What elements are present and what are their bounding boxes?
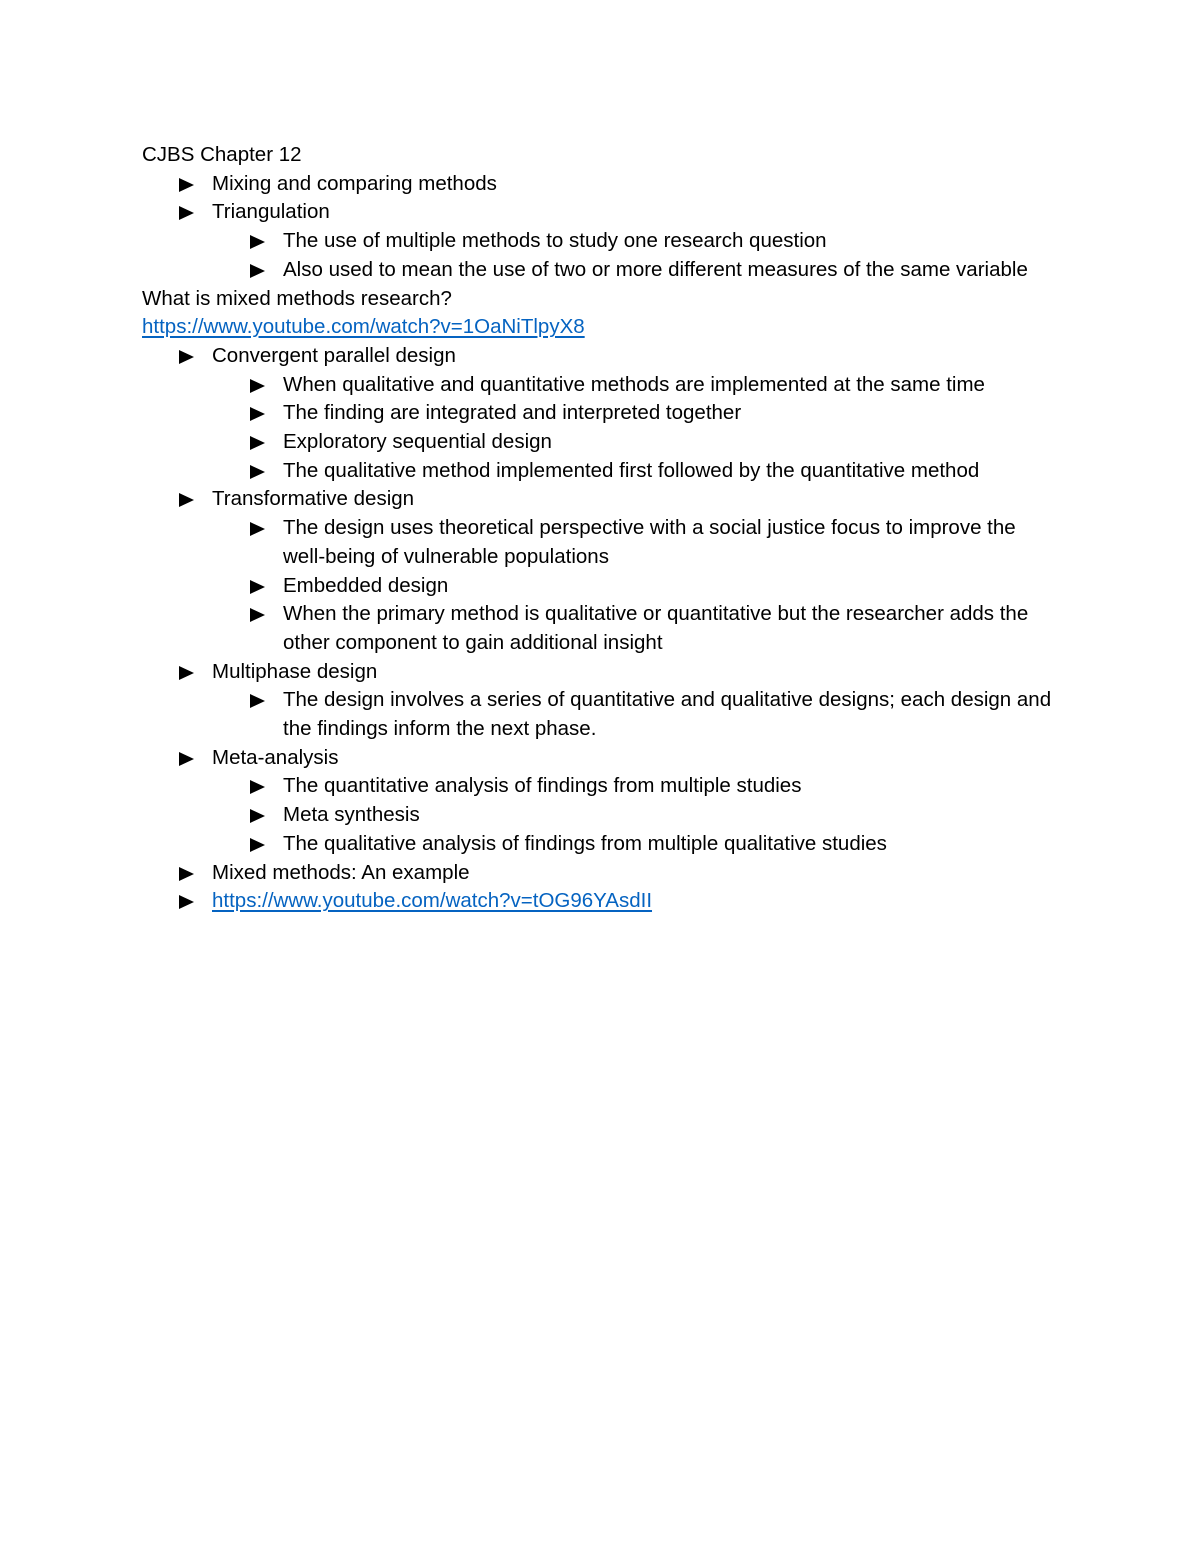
list-item-text: The quantitative analysis of findings from multiple studies [283,774,802,798]
triangle-bullet-icon [250,809,265,823]
list-item-text: The qualitative method implemented first followed by the quantitative method [283,458,980,482]
list-item-text: Mixed methods: An example [212,860,470,884]
triangle-bullet-icon [179,895,194,909]
document-body [142,141,1062,916]
list-item-text: When the primary method is qualitative or quantitative but the researcher adds the other component to gain additional insight [283,602,1029,654]
list-item-text: The qualitative analysis of findings from multiple qualitative studies [283,831,887,855]
list-item-text: Also used to mean the use of two or more different measures of the same variable [283,257,1028,281]
list-item-text: The finding are integrated and interpreted together [283,401,742,425]
document-title: CJBS Chapter 12 [142,143,302,166]
list-item [142,227,1062,256]
list-item-text: Meta synthesis [283,803,420,827]
example-video-link[interactable]: https://www.youtube.com/watch?v=tOG96YAsdII [212,889,653,913]
list-item-text: When qualitative and quantitative methods are implemented at the same time [283,372,985,396]
list-item [142,572,1062,601]
list-item-text: Embedded design [283,573,449,597]
triangle-bullet-icon [250,608,265,622]
list-item [142,457,1062,486]
list-item-text: Exploratory sequential design [283,430,552,454]
triangle-bullet-icon [179,666,194,680]
list-item [142,256,1062,285]
list-item-text: The use of multiple methods to study one research question [283,229,827,253]
list-item-text: Convergent parallel design [212,343,456,367]
triangle-bullet-icon [179,350,194,364]
list-item-text: The design involves a series of quantitative and qualitative designs; each design and the findings inform the next phase. [283,688,1052,741]
list-item [142,485,1062,514]
list-item-text: Mixing and comparing methods [212,171,497,195]
list-item [142,371,1062,400]
triangle-bullet-icon [250,694,265,708]
list-item [142,801,1062,830]
list-item [142,830,1062,859]
list-item-text: Multiphase design [212,659,378,683]
triangle-bullet-icon [250,465,265,479]
list-item [142,600,1062,657]
list-item [142,342,1062,371]
section-question: What is mixed methods research? [142,286,452,310]
list-item-text: The design uses theoretical perspective with a social justice focus to improve the well-being of vulnerable populations [283,516,1016,568]
triangle-bullet-icon [250,838,265,852]
list-item-text: Meta-analysis [212,745,339,769]
list-item [142,887,1062,916]
triangle-bullet-icon [250,522,265,536]
triangle-bullet-icon [250,436,265,450]
list-item [142,198,1062,227]
triangle-bullet-icon [250,780,265,794]
triangle-bullet-icon [179,752,194,766]
triangle-bullet-icon [179,206,194,220]
list-item [142,686,1062,743]
list-item [142,399,1062,428]
video-link[interactable]: https://www.youtube.com/watch?v=1OaNiTlpyX8 [142,315,585,339]
list-item [142,428,1062,457]
triangle-bullet-icon [250,379,265,393]
list-item-text: Transformative design [212,487,415,511]
list-item-text: Triangulation [212,200,330,224]
triangle-bullet-icon [250,407,265,421]
triangle-bullet-icon [179,867,194,881]
list-item [142,744,1062,773]
list-item [142,772,1062,801]
triangle-bullet-icon [250,580,265,594]
list-item [142,658,1062,687]
list-item [142,514,1062,571]
list-item [142,170,1062,199]
triangle-bullet-icon [179,178,194,192]
triangle-bullet-icon [250,235,265,249]
triangle-bullet-icon [179,493,194,507]
triangle-bullet-icon [250,264,265,278]
list-item [142,859,1062,888]
